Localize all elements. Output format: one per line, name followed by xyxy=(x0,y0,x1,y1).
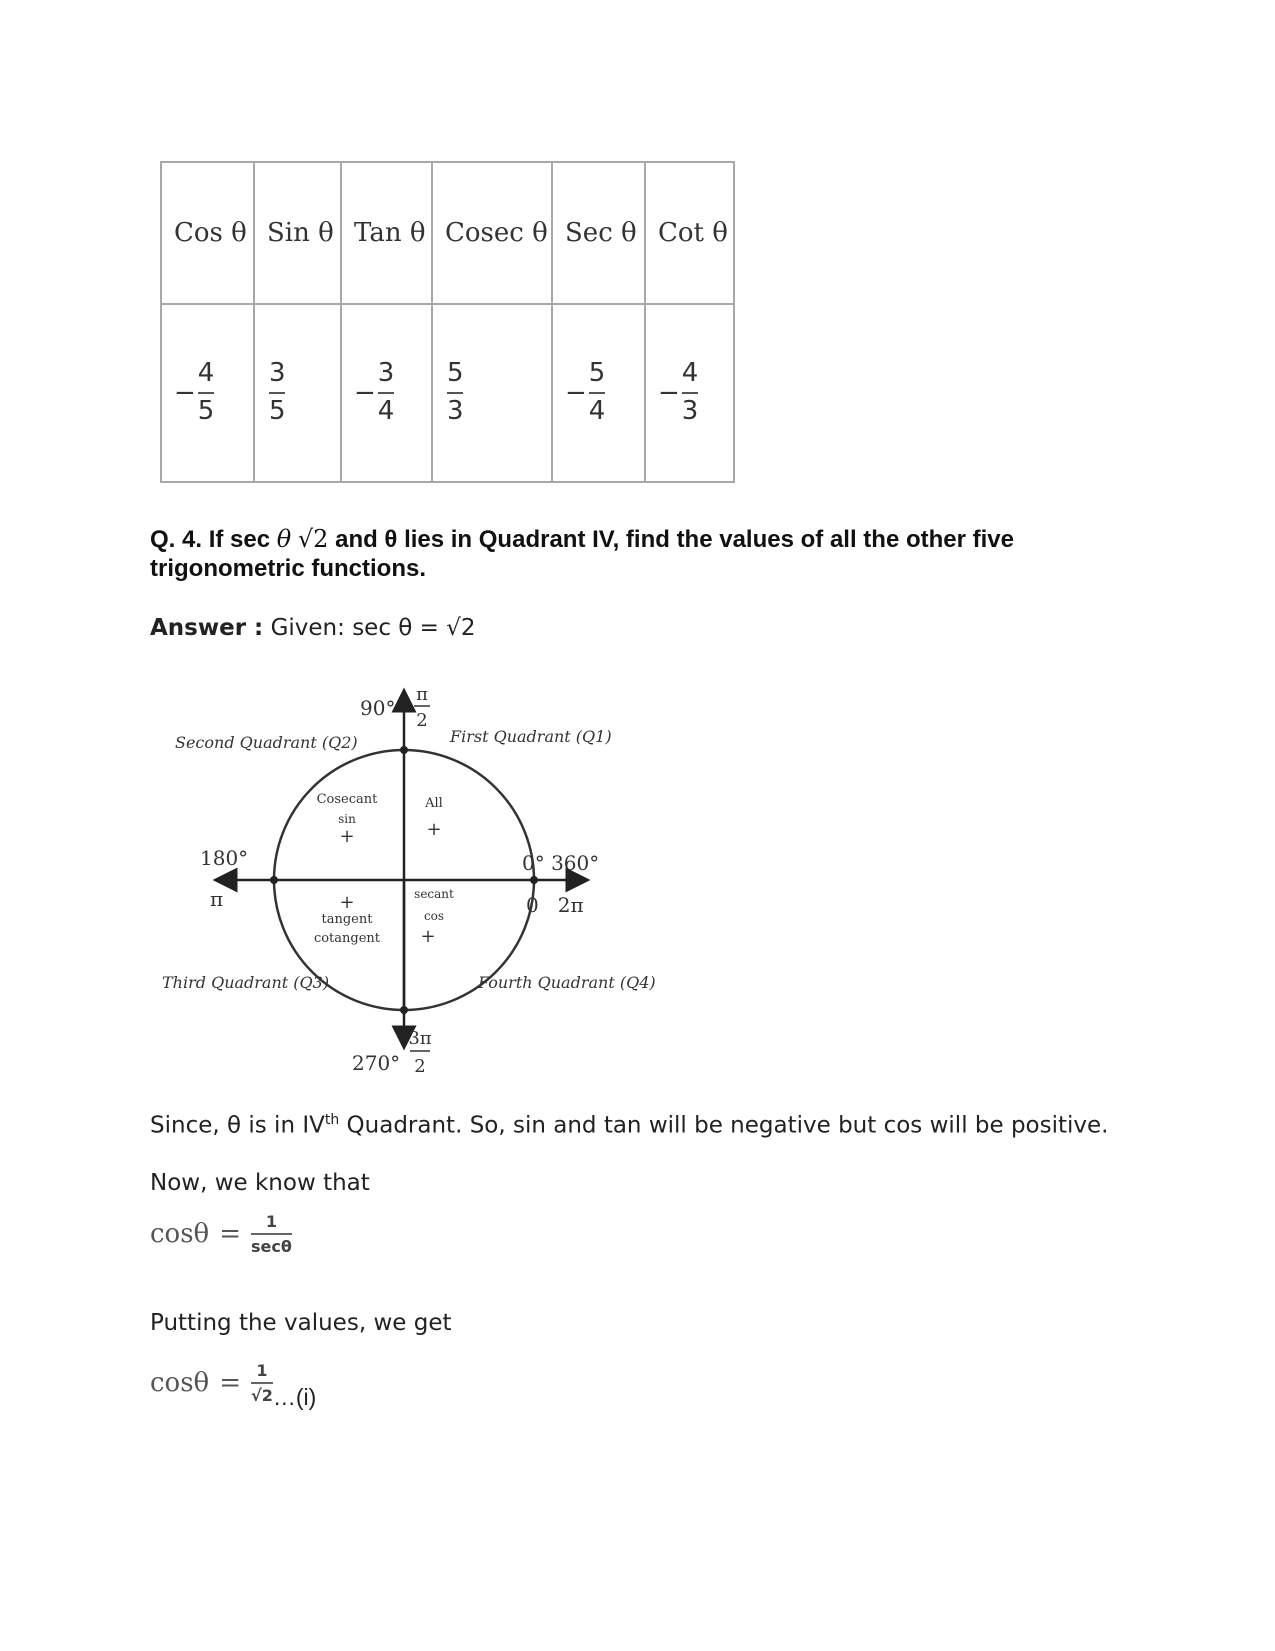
trig-values-table xyxy=(160,161,735,483)
since-line: Since, θ is in IVth Quadrant. So, sin and tan will be negative but cos will be positive. xyxy=(150,1112,1109,1139)
header-sec: Sec θ xyxy=(552,162,645,304)
q2-plus: + xyxy=(339,826,355,847)
question-4: Q. 4. If sec θ √2 and θ lies in Quadrant IV, find the values of all the other five trigonometric functions. xyxy=(150,525,1014,582)
label-3pi-over-2-num: 3π xyxy=(408,1028,432,1049)
point-left xyxy=(270,876,278,884)
label-90deg: 90° xyxy=(360,696,396,720)
q4-secant: secant xyxy=(414,887,454,901)
q1-plus: + xyxy=(426,819,442,840)
label-3pi-over-2-den: 2 xyxy=(414,1056,426,1077)
label-180deg: 180° xyxy=(200,846,249,870)
q3-cotangent: cotangent xyxy=(313,931,381,946)
q2-cosecant: Cosecant xyxy=(316,792,378,807)
answer-given: Given: sec θ = √2 xyxy=(263,615,476,641)
label-pi: π xyxy=(210,887,224,911)
label-first-quadrant: First Quadrant (Q1) xyxy=(450,727,612,746)
label-pi-over-2-num: π xyxy=(416,684,428,705)
label-0-2pi: 0 2π xyxy=(526,893,584,917)
unit-circle-quadrant-diagram xyxy=(160,670,680,1100)
q3-tangent: tangent xyxy=(321,912,373,927)
value-sin: 3 5 xyxy=(254,304,341,482)
q2-sin: sin xyxy=(338,812,356,826)
answer-label: Answer : xyxy=(150,615,264,641)
point-top xyxy=(400,746,408,754)
answer-line xyxy=(150,615,476,641)
header-tan: Tan θ xyxy=(341,162,432,304)
value-sec: − 5 4 xyxy=(552,304,645,482)
header-cosec: Cosec θ xyxy=(432,162,552,304)
now-line: Now, we know that xyxy=(150,1170,370,1196)
value-cosec: 5 3 xyxy=(432,304,552,482)
header-cos: Cos θ xyxy=(161,162,254,304)
q4-plus: + xyxy=(420,926,436,947)
putting-line: Putting the values, we get xyxy=(150,1310,452,1336)
value-cos: − 4 5 xyxy=(161,304,254,482)
formula-cos-value: cosθ = 1 √2 …(i) xyxy=(150,1360,317,1410)
label-fourth-quadrant: Fourth Quadrant (Q4) xyxy=(478,973,656,992)
label-second-quadrant: Second Quadrant (Q2) xyxy=(175,733,358,752)
q4-cos: cos xyxy=(423,909,445,923)
value-tan: − 3 4 xyxy=(341,304,432,482)
point-bottom xyxy=(400,1006,408,1014)
header-sin: Sin θ xyxy=(254,162,341,304)
q1-all: All xyxy=(425,796,443,811)
label-0-360deg: 0° 360° xyxy=(522,851,600,875)
value-cot: − 4 3 xyxy=(645,304,734,482)
point-right xyxy=(530,876,538,884)
q3-plus: + xyxy=(339,892,355,913)
formula-cos-sec: cosθ = 1 secθ xyxy=(150,1212,292,1256)
label-270deg: 270° xyxy=(352,1051,401,1075)
label-pi-over-2-den: 2 xyxy=(416,710,428,731)
label-third-quadrant: Third Quadrant (Q3) xyxy=(162,973,330,992)
header-cot: Cot θ xyxy=(645,162,734,304)
